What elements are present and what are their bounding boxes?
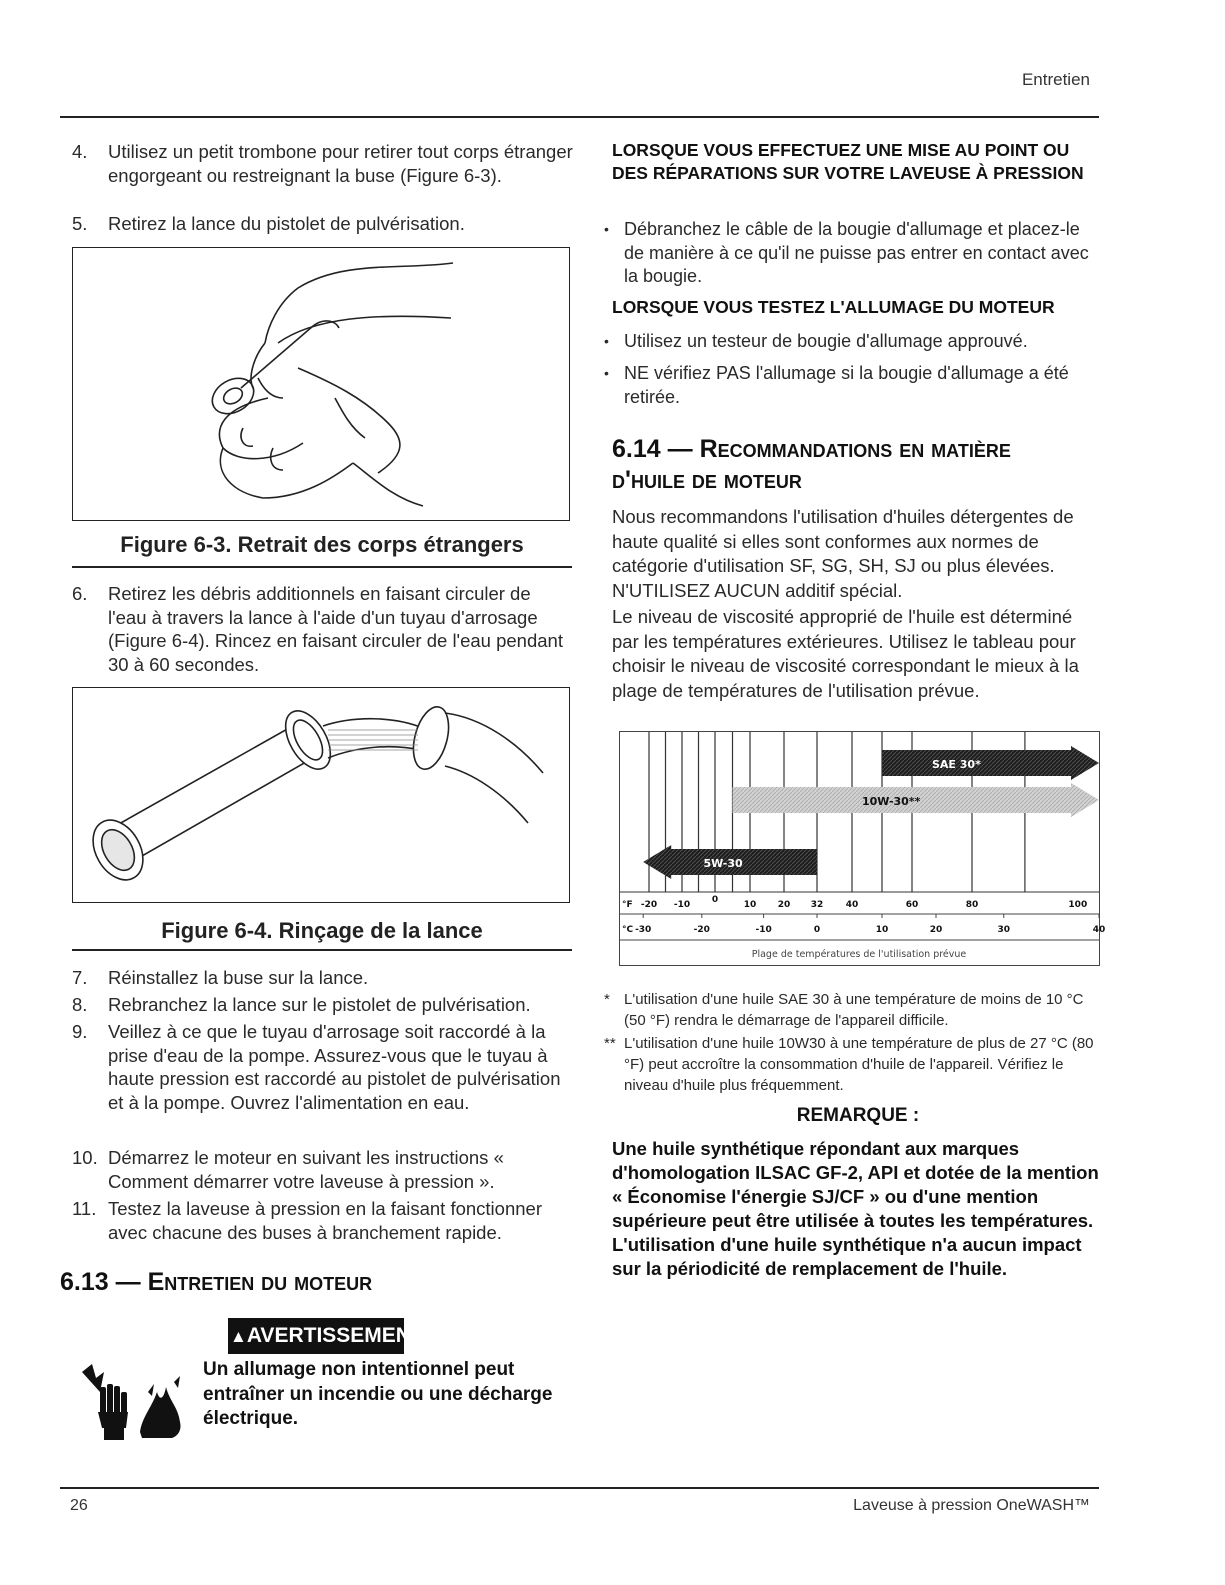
viscosity-chart-svg: [620, 732, 1106, 965]
footnote-10w30: ** L'utilisation d'une huile 10W30 à une température de plus de 27 °C (80 °F) peut accroître la consommation d'huile de l'appareil. Vérifiez le niveau d'huile plus fréquemment.: [604, 1035, 1094, 1094]
warning-message: Un allumage non intentionnel peut entraîner un incendie ou une décharge électrique.: [203, 1359, 553, 1429]
step-7: 7. Réinstallez la buse sur la lance.: [72, 967, 369, 988]
step-5: 5. Retirez la lance du pistolet de pulvérisation.: [72, 213, 465, 234]
chart-f-tick: 0: [711, 895, 719, 905]
footnote-sae30: * L'utilisation d'une huile SAE 30 à une température de moins de 10 °C (50 °F) rendra le démarrage de l'appareil difficile.: [604, 991, 1084, 1029]
chart-f-tick: 20: [777, 900, 791, 910]
product-name: Laveuse à pression OneWASH™: [853, 1497, 1090, 1514]
chart-bar-label: SAE 30*: [932, 758, 981, 771]
chart-bar-label: 5W-30: [703, 857, 743, 870]
figure-6-4-caption-rule: [72, 949, 572, 951]
chart-c-tick: 20: [929, 925, 943, 935]
chart-c-tick: 10: [875, 925, 889, 935]
ignition-test-heading: LORSQUE VOUS TESTEZ L'ALLUMAGE DU MOTEUR: [612, 297, 1055, 317]
chart-f-tick: 10: [743, 900, 757, 910]
hazard-icons: [82, 1362, 192, 1442]
tuneup-heading: LORSQUE VOUS EFFECTUEZ UNE MISE AU POINT OU DES RÉPARATIONS SUR VOTRE LAVEUSE À PRESSION: [612, 140, 1084, 183]
chart-f-tick: 32: [810, 900, 824, 910]
viscosity-chart: [619, 731, 1106, 966]
bullet-no-check: • NE vérifiez PAS l'allumage si la bougie d'allumage a été retirée.: [604, 363, 1069, 407]
chart-f-tick: 100: [1068, 900, 1088, 910]
section-6-14-heading: 6.14 — Recommandations en matière d'huile de moteur: [612, 435, 1011, 494]
bullet-disconnect-spark: • Débranchez le câble de la bougie d'allumage et placez-le de manière à ce qu'il ne puisse pas entrer en contact avec la bougie.: [604, 219, 1089, 286]
step-8: 8. Rebranchez la lance sur le pistolet de pulvérisation.: [72, 994, 531, 1015]
step-6: 6. Retirez les débris additionnels en faisant circuler de l'eau à travers la lance à l'aide d'un tuyau d'arrosage (Figure 6-4). Rincez en faisant circuler de l'eau pendant 30 à 60 secondes.: [72, 583, 563, 675]
step-10: 10. Démarrez le moteur en suivant les instructions « Comment démarrer votre laveuse à pression ».: [72, 1147, 504, 1192]
warning-signal-word: ▲AVERTISSEMENT!: [228, 1318, 404, 1354]
running-header: Entretien: [1021, 70, 1090, 89]
chart-xlabel: Plage de températures de l'utilisation prévue: [751, 949, 967, 960]
chart-bar-1: [882, 746, 1099, 780]
oil-intro-paragraph: Nous recommandons l'utilisation d'huiles détergentes de haute qualité si elles sont conformes aux normes de catégorie d'utilisation SF, SG, SH, SJ ou plus élevées. N'UTILISEZ AUCUN additif spécial.: [612, 506, 1074, 601]
shock-fire-icon: [82, 1362, 192, 1442]
figure-6-3-caption: Figure 6-3. Retrait des corps étrangers: [120, 532, 524, 557]
figure-6-4-box: [72, 687, 570, 903]
chart-c-tick: -30: [635, 925, 652, 935]
chart-f-tick: -20: [640, 900, 658, 910]
chart-c-tick: 30: [997, 925, 1011, 935]
chart-c-unit: °C: [622, 925, 634, 935]
warning-triangle-icon: ▲: [230, 1327, 247, 1346]
step-4: 4. Utilisez un petit trombone pour retirer tout corps étranger engorgeant ou restreignant la buse (Figure 6-3).: [72, 141, 573, 186]
figure-6-4-caption: Figure 6-4. Rinçage de la lance: [161, 918, 483, 943]
header-rule: [60, 116, 1099, 118]
bullet-tester: • Utilisez un testeur de bougie d'allumage approuvé.: [604, 331, 1028, 351]
chart-bar-label: 10W-30**: [862, 795, 921, 808]
remarque-title: REMARQUE :: [796, 1105, 920, 1126]
chart-c-tick: 40: [1092, 925, 1106, 935]
step-9: 9. Veillez à ce que le tuyau d'arrosage soit raccordé à la prise d'eau de la pompe. Assurez-vous que le tuyau à haute pression est raccordé au pistolet de pulvérisation et à la pompe. Ouvrez l'alimentation en eau.: [72, 1021, 561, 1113]
chart-c-tick: -20: [693, 925, 710, 935]
wand-rinse-illustration: [73, 688, 569, 902]
chart-f-tick: 80: [965, 900, 979, 910]
chart-c-tick: 0: [813, 925, 821, 935]
viscosity-paragraph: Le niveau de viscosité approprié de l'huile est déterminé par les températures extérieures. Utilisez le tableau pour choisir le niveau de viscosité correspondant le mieux à la plage de températures de l'utilisation prévue.: [612, 606, 1079, 701]
step-11: 11. Testez la laveuse à pression en la faisant fonctionner avec chacune des buses à branchement rapide.: [72, 1198, 542, 1243]
paperclip-nozzle-illustration: [73, 248, 569, 520]
footer-rule: [60, 1487, 1099, 1489]
figure-6-3-box: [72, 247, 570, 521]
chart-f-tick: -10: [673, 900, 691, 910]
chart-f-tick: 40: [845, 900, 859, 910]
chart-f-unit: °F: [622, 900, 633, 910]
figure-6-3-caption-rule: [72, 566, 572, 568]
page-number: 26: [70, 1497, 88, 1514]
chart-c-tick: -10: [755, 925, 772, 935]
section-6-13-heading: 6.13 — Entretien du moteur: [60, 1268, 373, 1296]
chart-f-tick: 60: [905, 900, 919, 910]
remarque-text: Une huile synthétique répondant aux marques d'homologation ILSAC GF-2, API et dotée de la mention « Économise l'énergie SJ/CF » ou d'une mention supérieure peut être utilisée à toutes les températures. L'utilisation d'une huile synthétique n'a aucun impact sur la périodicité de remplacement de l'huile.: [612, 1138, 1099, 1279]
